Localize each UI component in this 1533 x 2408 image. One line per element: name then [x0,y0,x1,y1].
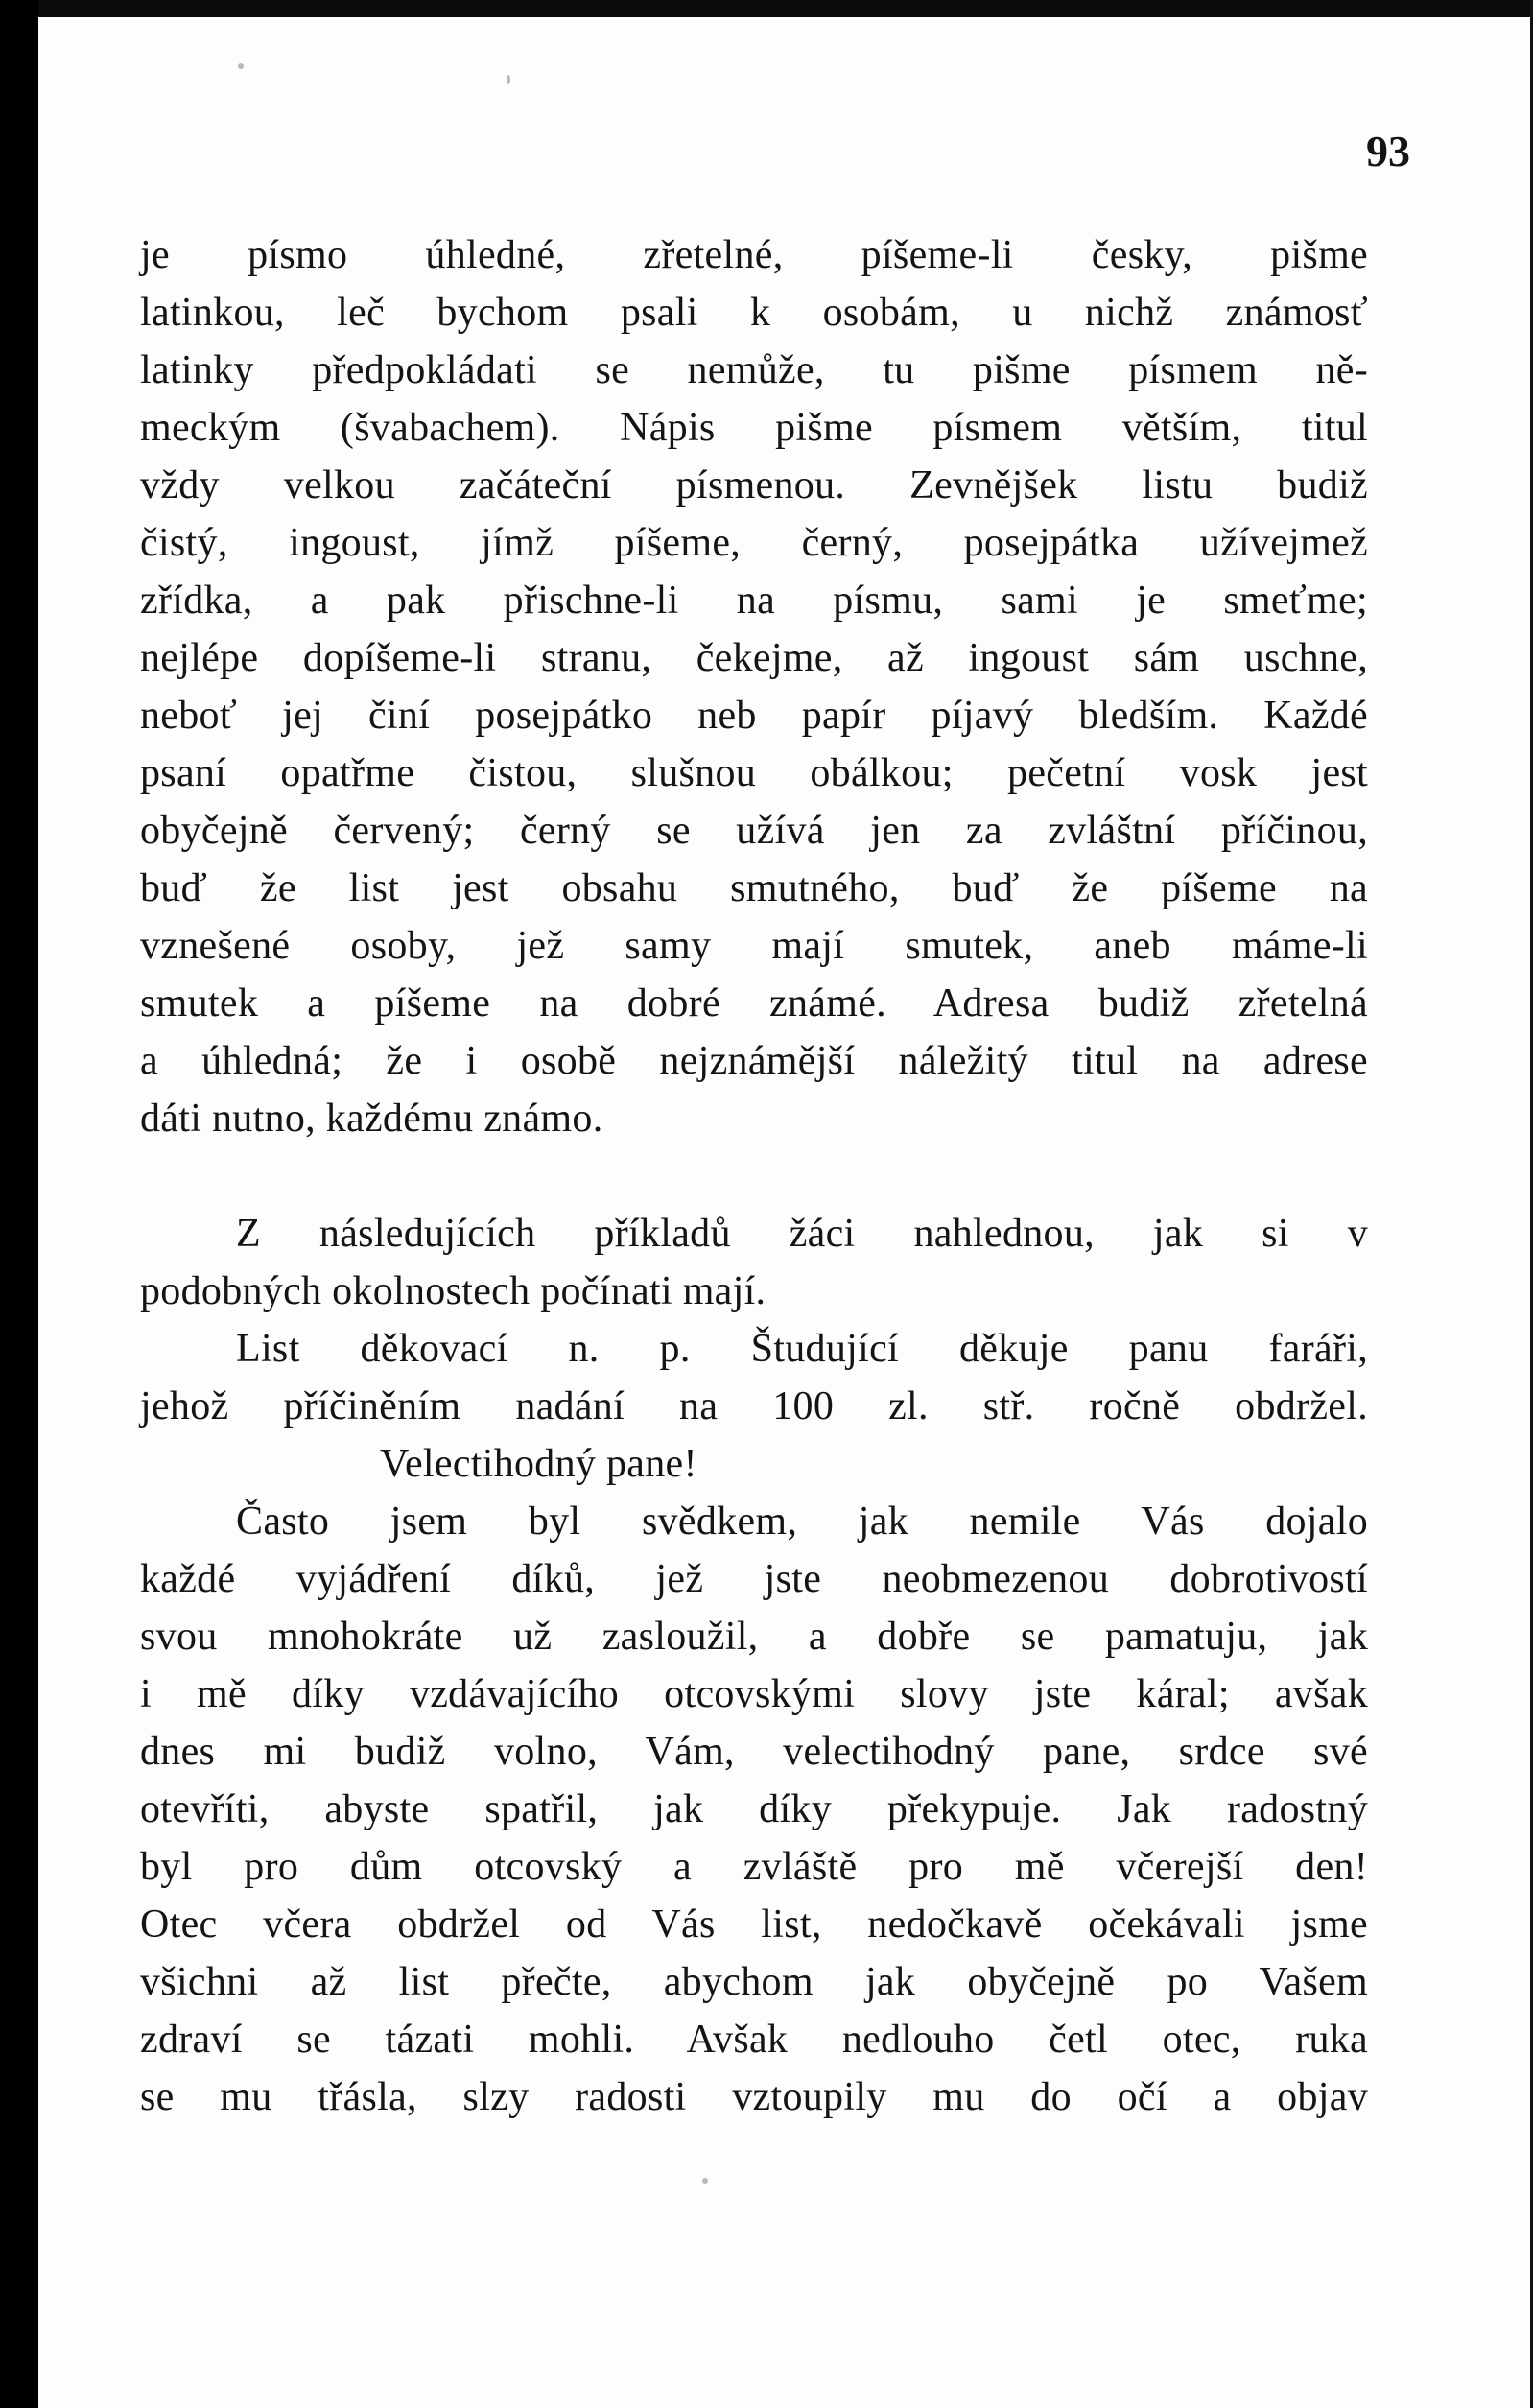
text-line: Často jsem byl svědkem, jak nemile Vás dojalo [236,1499,1368,1544]
letter-salutation [140,1435,1368,1493]
text-line: dnes mi budiž volno, Vám, velectihodný pane, srdce své [140,1730,1368,1774]
paragraph-letter-body [140,1493,1368,2126]
text-line: byl pro dům otcovský a zvláště pro mě včerejší den! [140,1845,1368,1889]
text-line: otevříti, abyste spatřil, jak díky překypuje. Jak radostný [140,1787,1368,1831]
text-line: Z následujících příkladů žáci nahlednou, jak si v [236,1212,1368,1256]
text-line: podobných okolnostech počínati mají. [140,1269,766,1313]
scan-top-border [38,0,1533,17]
text-line: neboť jej činí posejpátko neb papír píjavý bledším. Každé [140,694,1368,738]
text-line: dáti nutno, každému známo. [140,1097,603,1141]
text-line: všichni až list přečte, abychom jak obyčejně po Vašem [140,1960,1368,2004]
text-line: List děkovací n. p. Študující děkuje panu faráři, [236,1327,1368,1371]
page-text [140,226,1368,2126]
paragraph-letter-heading [140,1320,1368,1435]
text-line: každé vyjádření díků, jež jste neobmezenou dobrotivostí [140,1557,1368,1601]
text-line: nejlépe dopíšeme-li stranu, čekejme, až ingoust sám uschne, [140,636,1368,680]
paragraph-intro [140,1205,1368,1320]
text-line: zdraví se tázati mohli. Avšak nedlouho četl otec, ruka [140,2018,1368,2062]
text-line: je písmo úhledné, zřetelné, píšeme-li česky, pišme [140,233,1368,277]
text-line: meckým (švabachem). Nápis pišme písmem větším, titul [140,406,1368,450]
book-page [38,17,1530,2408]
text-line: vznešené osoby, jež samy mají smutek, aneb máme-li [140,924,1368,968]
text-line: psaní opatřme čistou, slušnou obálkou; pečetní vosk jest [140,751,1368,795]
text-line: a úhledná; že i osobě nejznámější náležitý titul na adrese [140,1039,1368,1083]
text-line: obyčejně červený; černý se užívá jen za zvláštní příčinou, [140,809,1368,853]
paragraph-gap [140,1147,1368,1205]
text-line: buď že list jest obsahu smutného, buď že píšeme na [140,866,1368,910]
scan-left-border [0,0,38,2408]
text-line: se mu třásla, slzy radosti vztoupily mu do očí a objav [140,2075,1368,2119]
text-line: latinky předpokládati se nemůže, tu pišme písmem ně- [140,348,1368,392]
text-line: Otec včera obdržel od Vás list, nedočkavě očekávali jsme [140,1902,1368,1947]
page-number: 93 [1366,127,1410,176]
text-line: svou mnohokráte už zasloužil, a dobře se pamatuju, jak [140,1615,1368,1659]
scan-speck [238,63,244,69]
text-line: čistý, ingoust, jímž píšeme, černý, posejpátka užívejmež [140,521,1368,565]
text-line: Velectihodný pane! [380,1442,697,1486]
text-line: jehož příčiněním nadání na 100 zl. stř. ročně obdržel. [140,1384,1368,1428]
text-line: latinkou, leč bychom psali k osobám, u nichž známosť [140,291,1368,335]
text-line: vždy velkou začáteční písmenou. Zevnějšek listu budiž [140,463,1368,508]
text-line: zřídka, a pak přischne-li na písmu, sami je smeťme; [140,578,1368,623]
text-line: smutek a píšeme na dobré známé. Adresa budiž zřetelná [140,981,1368,1026]
scan-speck [702,2178,708,2184]
text-line: i mě díky vzdávajícího otcovskými slovy jste káral; avšak [140,1672,1368,1716]
paragraph-rules [140,226,1368,1147]
scan-speck [507,75,510,84]
